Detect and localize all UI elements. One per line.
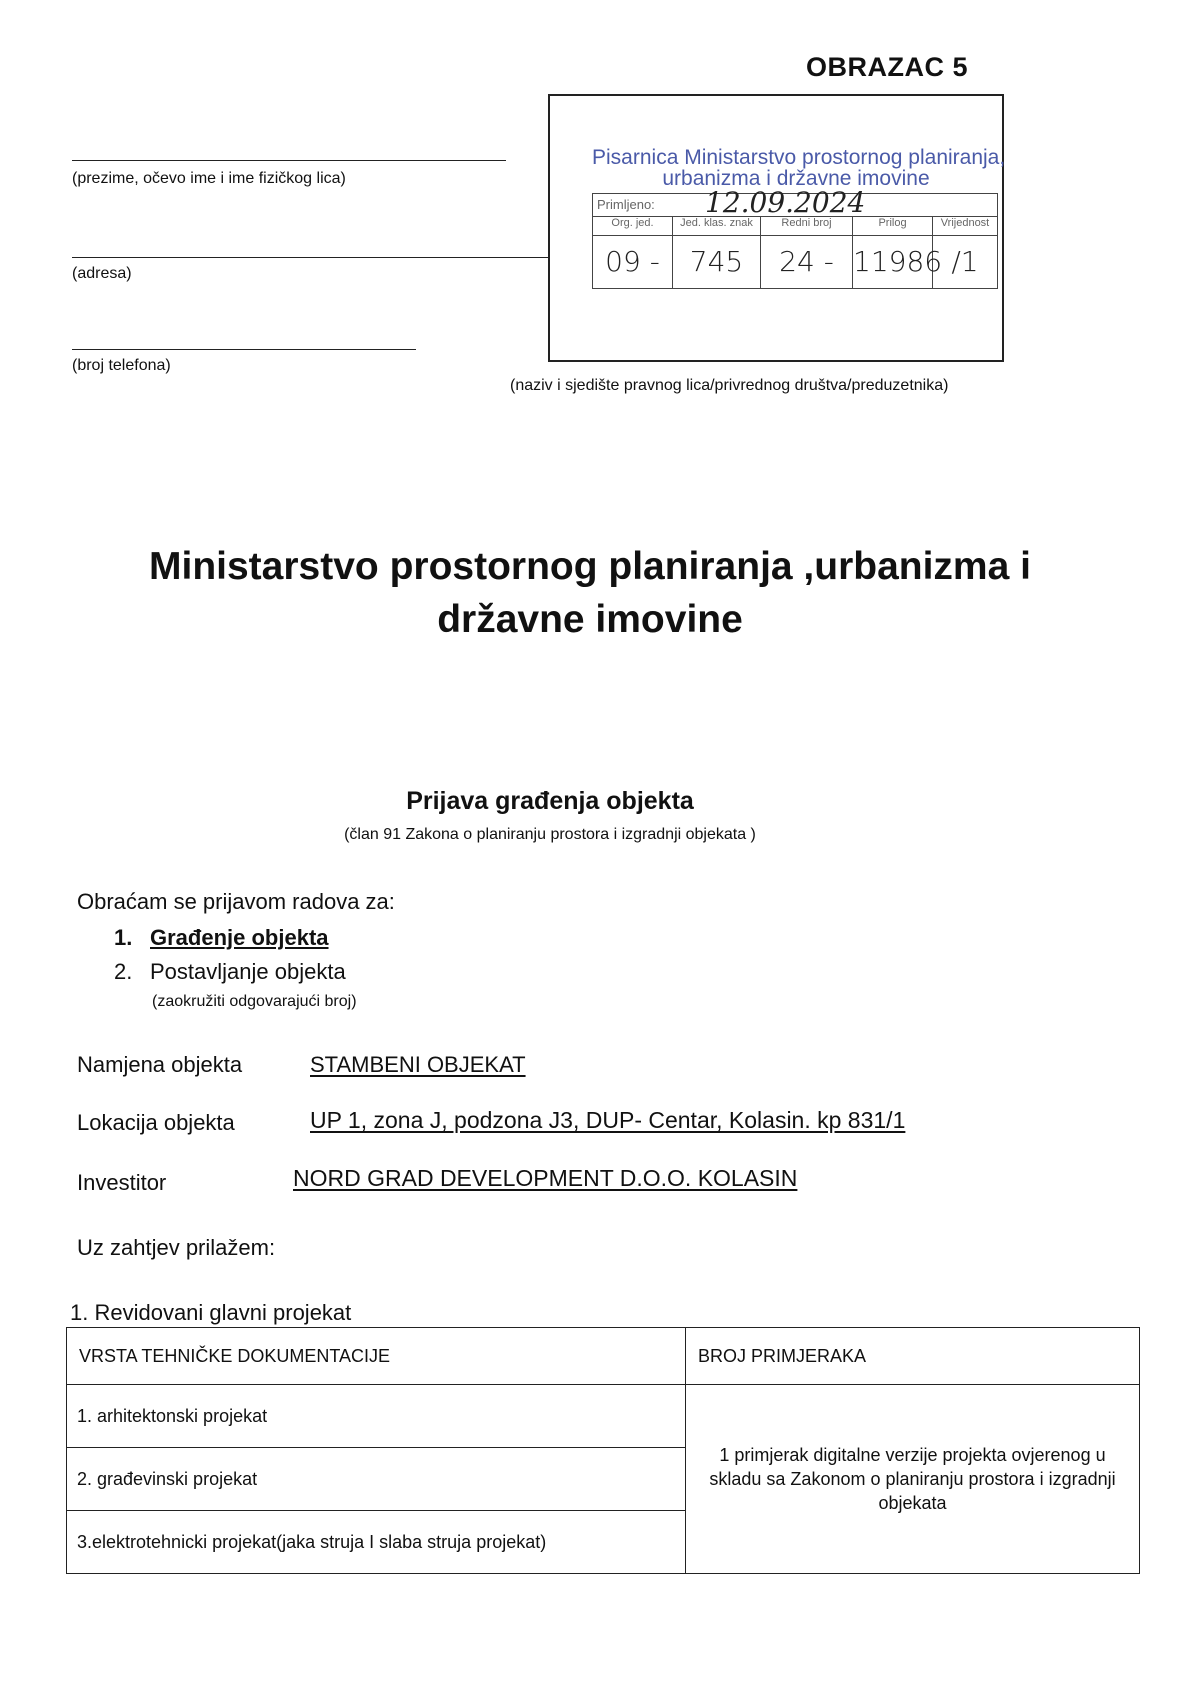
header-copies: BROJ PRIMJERAKA [686,1328,1140,1385]
table-row [67,1385,1140,1448]
option-number: 2. [114,959,133,984]
stamp-values [593,236,997,288]
doc-type-cell: 3.elektrotehnicki projekat(jaka struja I slaba struja projekat) [67,1511,686,1574]
form-subtitle: (član 91 Zakona o planiranju prostora i izgradnji objekata ) [344,826,756,843]
purpose-value: STAMBENI OBJEKAT [310,1052,526,1077]
stamp-header: Prilog [853,217,933,235]
option-number: 1. [114,925,133,950]
stamp-received-date: 12.09.2024 [705,186,866,219]
ministry-title-line2: državne imovine [437,598,743,641]
stamp-header: Org. jed. [593,217,673,235]
phone-line [72,349,416,350]
stamp-value: 745 [673,236,761,288]
stamp-title: Pisarnica Ministarstvo prostornog planiranja, [592,146,1006,169]
name-caption: (prezime, očevo ime i ime fizičkog lica) [72,170,346,187]
address-caption: (adresa) [72,265,132,282]
legal-entity-box [548,94,1004,362]
stamp-received-row [593,186,997,219]
stamp-value: /1 [951,245,979,278]
ministry-title-line1: Ministarstvo prostornog planiranja ,urbanizma i [149,545,1031,588]
stamp-received-label: Primljeno: [597,197,655,212]
form-number: OBRAZAC 5 [805,52,968,82]
doc-type-cell: 2. građevinski projekat [67,1448,686,1511]
stamp-grid [592,186,998,289]
phone-caption: (broj telefona) [72,357,171,374]
address-line [72,257,550,258]
option-placement [114,959,346,985]
main-project-title: 1. Revidovani glavni projekat [70,1300,352,1325]
stamp-value: 11986 [853,236,933,288]
stamp-headers [593,217,997,236]
stamp-value: 09 - [593,236,673,288]
option-construction [114,925,329,951]
investor-label: Investitor [77,1170,167,1195]
location-label: Lokacija objekta [77,1110,235,1135]
stamp-header: Redni broj [761,217,853,235]
stamp-subtitle: urbanizma i državne imovine [662,167,930,190]
intro-text: Obraćam se prijavom radova za: [77,889,395,914]
location-value: UP 1, zona J, podzona J3, DUP- Centar, Kolasin. kp 831/1 [310,1107,906,1133]
copies-cell: 1 primjerak digitalne verzije projekta ovjerenog u skladu sa Zakonom o planiranju prostora i izgradnji objekata [686,1385,1140,1574]
doc-type-cell: 1. arhitektonski projekat [67,1385,686,1448]
option-label: Građenje objekta [150,925,329,950]
stamp-value: 24 - [761,236,853,288]
options-note: (zaokružiti odgovarajući broj) [152,993,357,1010]
option-label: Postavljanje objekta [150,959,346,984]
ministry-title [60,540,1120,646]
legal-entity-caption: (naziv i sjedište pravnog lica/privrednog društva/preduzetnika) [510,377,949,394]
documentation-table [66,1327,1140,1574]
attachments-intro: Uz zahtjev prilažem: [77,1235,276,1260]
stamp-header: Vrijednost [940,217,990,229]
form-title: Prijava građenja objekta [406,787,694,815]
header-doc-type: VRSTA TEHNIČKE DOKUMENTACIJE [67,1328,686,1385]
table-header-row [67,1328,1140,1385]
purpose-label: Namjena objekta [77,1052,243,1077]
stamp-header: Jed. klas. znak [673,217,761,235]
registry-stamp [592,146,1006,289]
investor-value: NORD GRAD DEVELOPMENT D.O.O. KOLASIN [293,1165,798,1191]
name-line [72,160,506,161]
